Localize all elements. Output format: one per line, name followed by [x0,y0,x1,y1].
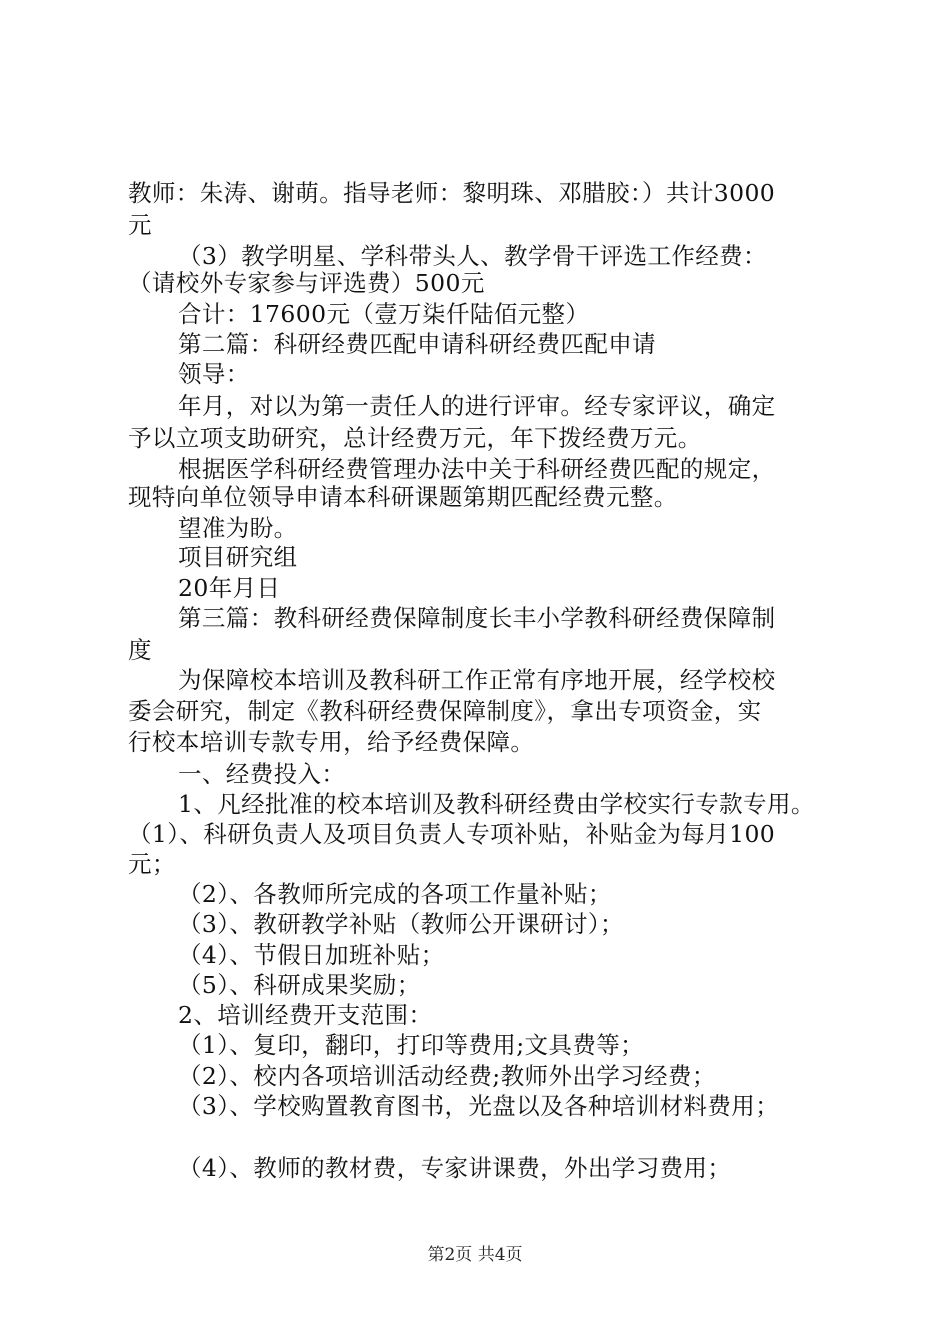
text-line: 元； [128,850,176,878]
text-line: （3）、学校购置教育图书，光盘以及各种培训材料费用； [178,1092,780,1120]
text-line: 教师：朱涛、谢萌。指导老师：黎明珠、邓腊胶：）共计3000 [128,179,776,207]
text-line: （2）、各教师所完成的各项工作量补贴； [178,880,612,908]
text-line: 度 [128,636,152,664]
text-line: 年月，对以为第一责任人的进行评审。经专家评议，确定 [178,392,776,420]
text-line: 根据医学科研经费管理办法中关于科研经费匹配的规定， [178,455,776,483]
text-line: 行校本培训专款专用，给予经费保障。 [128,728,535,756]
text-line: （3）、教研教学补贴（教师公开课研讨）； [178,910,624,938]
text-line: （2）、校内各项培训活动经费;教师外出学习经费； [178,1062,716,1090]
text-line: 予以立项支助研究，总计经费万元，年下拨经费万元。 [128,424,702,452]
text-line: （1）、复印，翻印，打印等费用;文具费等； [178,1031,645,1059]
text-line: （4）、教师的教材费，专家讲课费，外出学习费用； [178,1154,732,1182]
text-line: （3）教学明星、学科带头人、教学骨干评选工作经费： [178,242,767,270]
text-line: 现特向单位领导申请本科研课题第期匹配经费元整。 [128,483,678,511]
text-line: 1、凡经批准的校本培训及教科研经费由学校实行专款专用。 [178,790,815,818]
text-line: 20年月日 [178,574,281,602]
text-line: 2、培训经费开支范围： [178,1001,433,1029]
text-line: 领导： [178,360,250,388]
text-line: 元 [128,211,152,239]
text-line: （5）、科研成果奖励； [178,971,421,999]
text-line: 合计：17600元（壹万柒仟陆佰元整） [178,300,590,328]
text-line: 为保障校本培训及教科研工作正常有序地开展，经学校校 [178,666,776,694]
text-line: （4）、节假日加班补贴； [178,941,445,969]
page-footer: 第2页 共4页 [427,1245,523,1265]
section-heading: 第二篇：科研经费匹配申请科研经费匹配申请 [178,330,656,358]
text-line: 项目研究组 [178,543,298,571]
text-line: 委会研究，制定《教科研经费保障制度》，拿出专项资金，实 [128,697,762,725]
text-line: 望准为盼。 [178,514,298,542]
text-line: 一、经费投入： [178,760,346,788]
text-line: （请校外专家参与评选费）500元 [128,269,485,297]
section-heading: 第三篇：教科研经费保障制度长丰小学教科研经费保障制 [178,604,776,632]
text-line: （1）、科研负责人及项目负责人专项补贴，补贴金为每月100 [128,820,776,848]
